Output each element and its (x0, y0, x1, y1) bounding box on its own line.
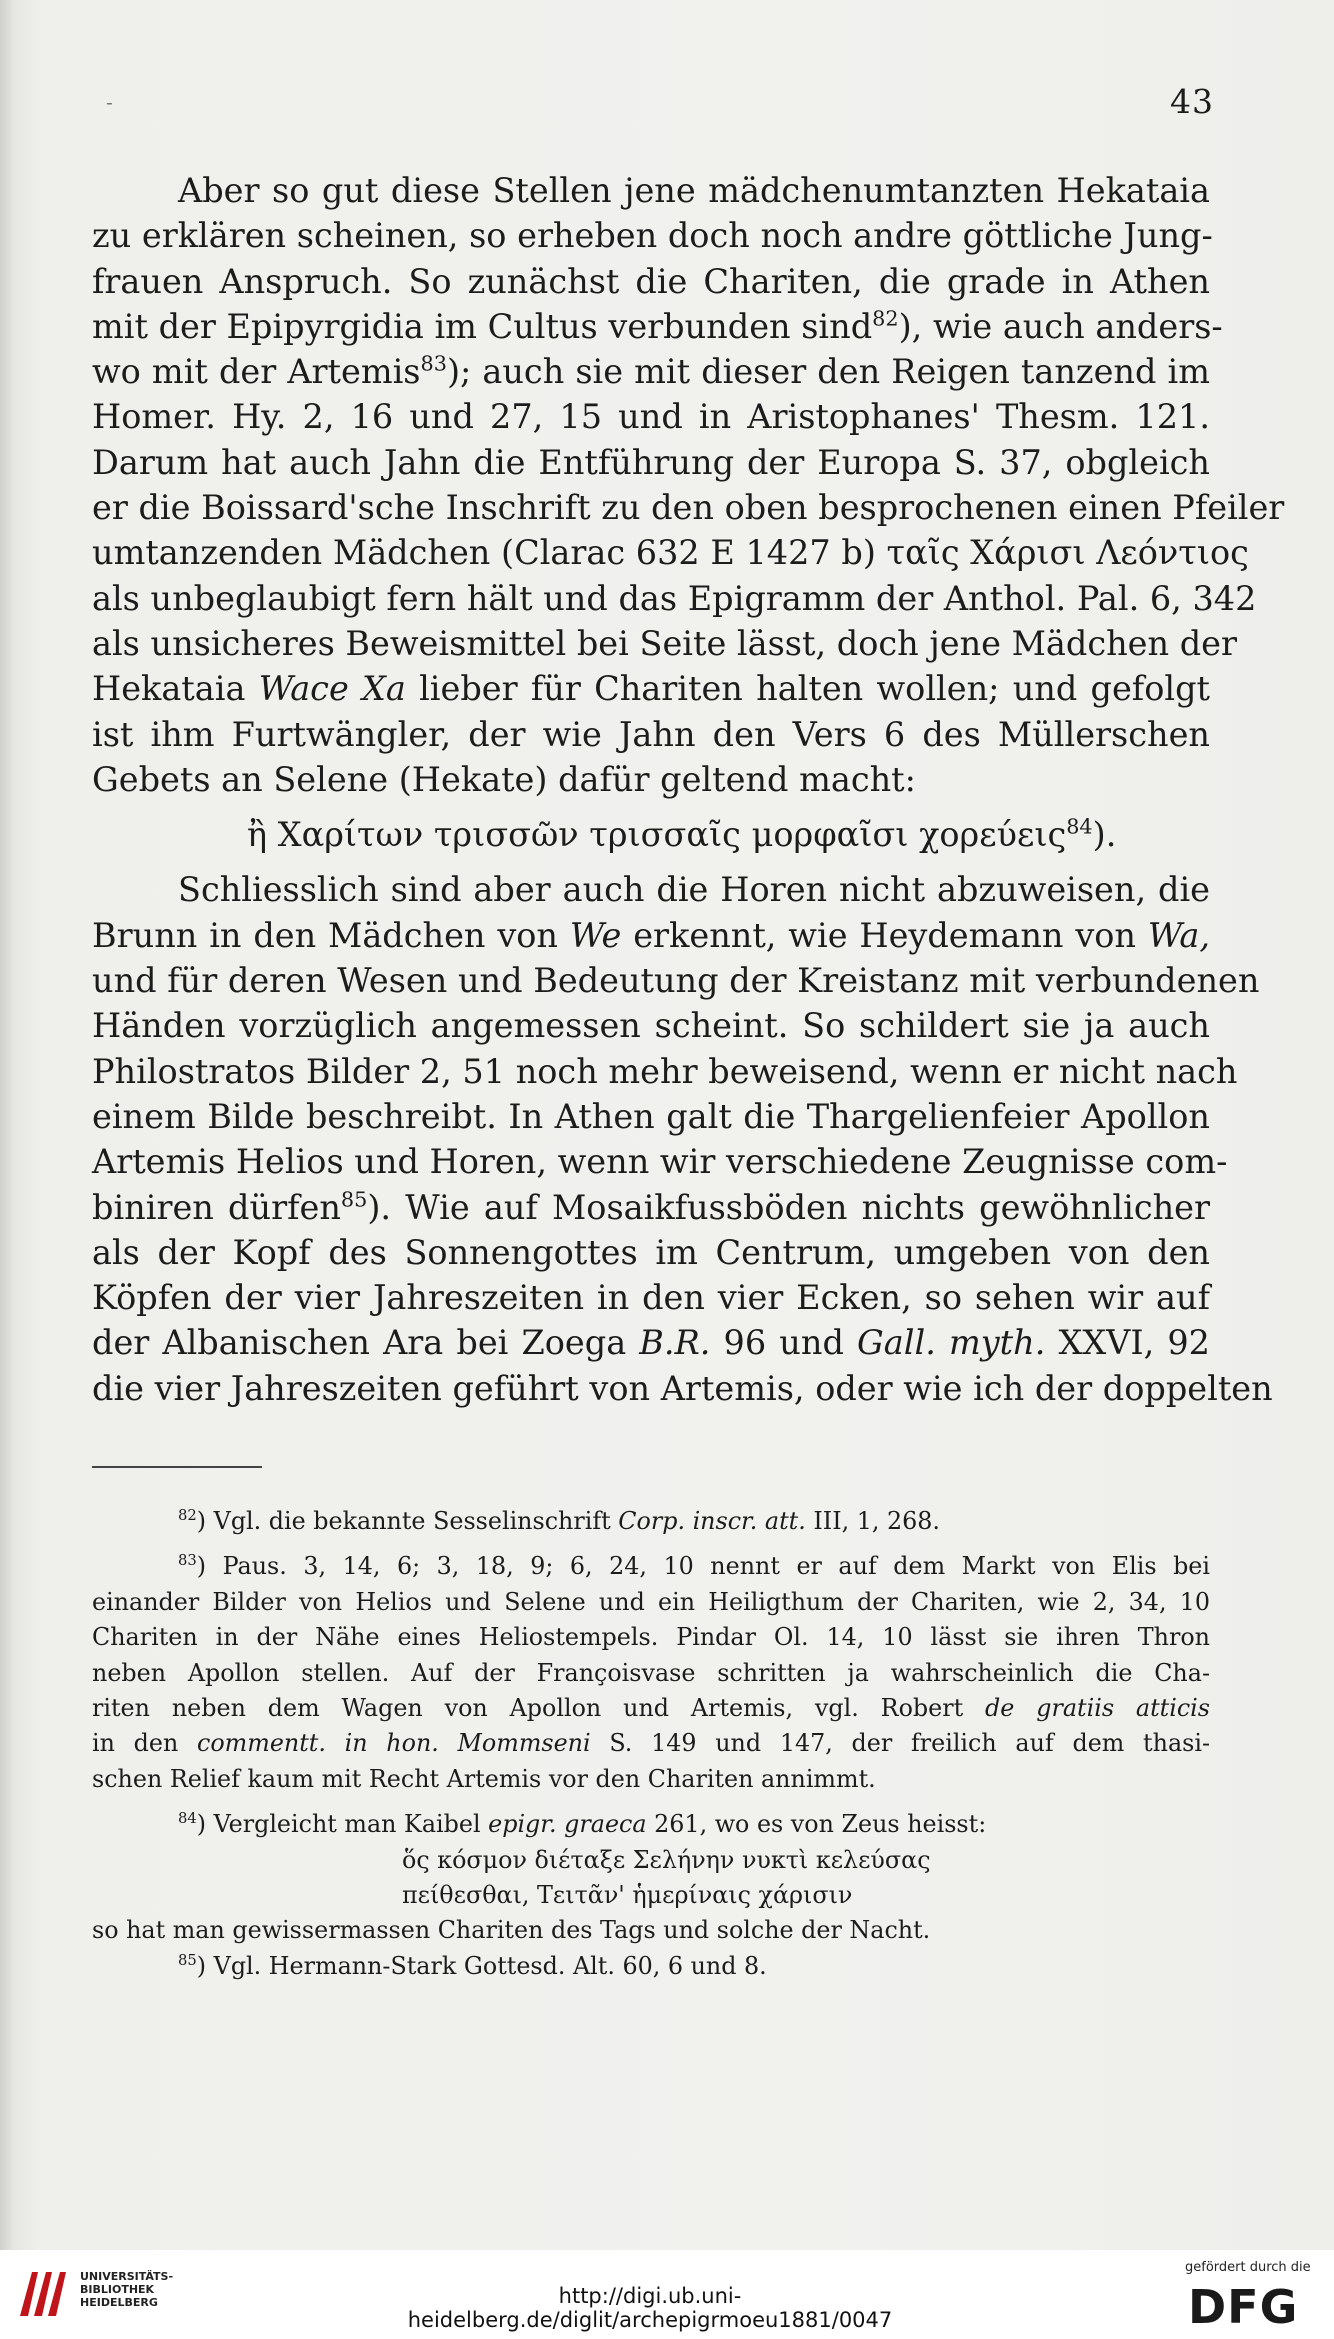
text-line: Gebets an Selene (Hekate) dafür geltend macht: (92, 759, 916, 799)
text-line: Köpfen der vier Jahreszeiten in den vier Ecken, so sehen wir auf (92, 1278, 1210, 1318)
text-line: Händen vorzüglich angemessen scheint. So schildert sie ja auch (92, 1006, 1210, 1046)
funding-note: gefördert durch die (1185, 2260, 1311, 2275)
text-line: Hekataia Wace Xa lieber für Chariten halten wollen; und gefolgt (92, 669, 1210, 709)
text-line: biniren dürfen$^{85}$). Wie auf Mosaikfussböden nichts gewöhnlicher (92, 1187, 1210, 1227)
page-number: 43 (1170, 82, 1214, 121)
text-line: Philostratos Bilder 2, 51 noch mehr beweisend, wenn er nicht nach (92, 1051, 1238, 1091)
main-text (92, 168, 1285, 1411)
text-line: Homer. Hy. 2, 16 und 27, 15 und in Aristophanes' Thesm. 121. (92, 397, 1210, 437)
footnote-ref-84: 84 (1066, 814, 1093, 839)
text-line: ist ihm Furtwängler, der wie Jahn den Vers 6 des Müllerschen (92, 714, 1210, 754)
footnote-83: $^{83}$) Paus. 3, 14, 6; 3, 18, 9; 6, 24, 10 nennt er auf dem Markt von Elis bei (178, 1552, 1210, 1581)
source-url[interactable]: http://digi.ub.uni-heidelberg.de/diglit/archepigrmoeu1881/0047 (407, 2284, 893, 2332)
footnote-line: neben Apollon stellen. Auf der Françoisvase schritten ja wahrscheinlich die Cha- (92, 1658, 1210, 1687)
footnote-divider (92, 1466, 262, 1468)
text-line: Brunn in den Mädchen von We erkennt, wie Heydemann von Wa, (92, 915, 1211, 955)
footer-bar (0, 2250, 1334, 2339)
text-line: wo mit der Artemis$^{83}$); auch sie mit dieser den Reigen tanzend im (92, 351, 1210, 392)
text-line: er die Boissard'sche Inschrift zu den oben besprochenen einen Pfeiler (92, 488, 1285, 528)
greek-quote: ὅς κόσμον διέταξε Σελήνην νυκτὶ κελεύσας (402, 1845, 931, 1874)
dfg-logo: DFG (1188, 2280, 1299, 2334)
text-line: Darum hat auch Jahn die Entführung der Europa S. 37, obgleich (92, 442, 1210, 482)
footnote-line: riten neben dem Wagen von Apollon und Artemis, vgl. Robert de gratiis atticis (92, 1693, 1210, 1722)
text-line: frauen Anspruch. So zunächst die Chariten, die grade in Athen (92, 261, 1210, 301)
footnote-ref-83: 83 (420, 351, 447, 376)
text-line: mit der Epipyrgidia im Cultus verbunden sind$^{82}$), wie auch anders- (92, 306, 1223, 346)
text-line: die vier Jahreszeiten geführt von Artemis, oder wie ich der doppelten (92, 1368, 1273, 1408)
text-line: Aber so gut diese Stellen jene mädchenumtanzten Hekataia (178, 171, 1210, 210)
greek-verse: ἢ Χαρίτων τρισσῶν τρισσαῖς μορφαῖσι χορεύεις$^{84}$). (247, 814, 1117, 855)
footnote-line: in den commentt. in hon. Mommseni S. 149 und 147, der freilich auf dem thasi- (92, 1729, 1210, 1758)
footnote-82: $^{82}$) Vgl. die bekannte Sesselinschrift Corp. inscr. att. III, 1, 268. (178, 1507, 940, 1535)
text-line: zu erklären scheinen, so erheben doch noch andre göttliche Jung- (92, 216, 1213, 256)
footnote-line: Chariten in der Nähe eines Heliostempels. Pindar Ol. 14, 10 lässt sie ihren Thron (92, 1623, 1210, 1652)
text-line: als unbeglaubigt fern hält und das Epigramm der Anthol. Pal. 6, 342 (92, 578, 1257, 618)
footnote-85: $^{85}$) Vgl. Hermann-Stark Gottesd. Alt. 60, 6 und 8. (178, 1951, 767, 1980)
footnote-line: so hat man gewissermassen Chariten des Tags und solche der Nacht. (92, 1916, 931, 1945)
header-mark: - (106, 90, 113, 114)
text-line: umtanzenden Mädchen (Clarac 632 E 1427 b) ταῖς Χάρισι Λεόντιος (92, 533, 1249, 573)
university-logo-icon (14, 2264, 74, 2322)
text-line: als unsicheres Beweismittel bei Seite lässt, doch jene Mädchen der (92, 623, 1238, 663)
text-line: und für deren Wesen und Bedeutung der Kreistanz mit verbundenen (92, 961, 1260, 1001)
footnote-ref-82: 82 (872, 306, 899, 331)
text-line: Artemis Helios und Horen, wenn wir verschiedene Zeugnisse com- (92, 1142, 1228, 1182)
text-line: als der Kopf des Sonnengottes im Centrum, umgeben von den (92, 1232, 1210, 1272)
text-line: einem Bilde beschreibt. In Athen galt die Thargelienfeier Apollon (92, 1096, 1210, 1136)
footnote-84: $^{84}$) Vergleicht man Kaibel epigr. graeca 261, wo es von Zeus heisst: (178, 1810, 987, 1839)
text-line: der Albanischen Ara bei Zoega B.R. 96 und Gall. myth. XXVI, 92 (92, 1323, 1210, 1363)
footnote-line: schen Relief kaum mit Recht Artemis vor den Chariten annimmt. (92, 1764, 876, 1793)
greek-quote: πείθεσθαι, Τειτᾶν' ἡμερίναις χάρισιν (402, 1880, 853, 1909)
footnotes (92, 1504, 1210, 1984)
footnote-ref-85: 85 (340, 1187, 368, 1212)
library-name: UNIVERSITÄTS- BIBLIOTHEK HEIDELBERG (80, 2270, 174, 2309)
footnote-line: einander Bilder von Helios und Selene und ein Heiligthum der Chariten, wie 2, 34, 10 (92, 1587, 1210, 1616)
text-line: Schliesslich sind aber auch die Horen nicht abzuweisen, die (178, 870, 1210, 910)
